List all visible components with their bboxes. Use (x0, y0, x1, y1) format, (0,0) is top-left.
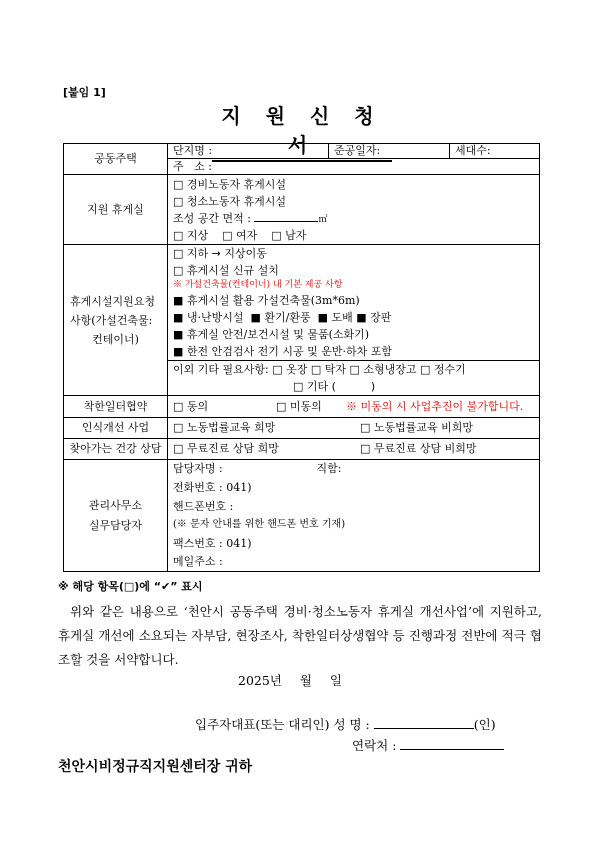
manager-label (64, 460, 168, 572)
area-unit: ㎡ (318, 214, 328, 225)
phone-field[interactable]: 전화번호 : 041) (173, 481, 252, 494)
address-field[interactable]: 주 소 : (173, 160, 212, 173)
new-install-checkbox[interactable]: □ 휴게시설 신규 설치 (173, 264, 279, 277)
container-note: ※ 가설건축물(컨테이너) 내 기본 제공 사항 (173, 280, 343, 290)
complex-name-field[interactable]: 단지명 : (168, 144, 329, 158)
cleaning-worker-checkbox[interactable]: □ 청소노동자 휴게시설 (173, 194, 287, 208)
contact-row (352, 736, 504, 754)
health-consult-want-checkbox[interactable]: □ 무료진료 상담 희망 (173, 442, 279, 455)
provided-item-4: ■ 한전 안검검사 전기 시공 및 운반·하차 포함 (173, 345, 393, 358)
location-checkboxes[interactable]: □ 지상 □ 여자 □ 남자 (173, 228, 307, 242)
move-underground-checkbox[interactable]: □ 지하 → 지상이동 (173, 247, 267, 260)
representative-label: 입주자대표(또는 대리인) 성 명 : (195, 717, 370, 732)
provided-item-2: ■ 냉·난방시설 ■ 환기/환풍 ■ 도배 ■ 장판 (173, 311, 392, 324)
area-label: 조성 공간 면적 : (173, 211, 251, 225)
application-form-table (63, 143, 540, 572)
legal-education-not-want-checkbox[interactable]: □ 노동법률교육 비희망 (360, 421, 474, 434)
mobile-note: (※ 문자 안내를 위한 핸드폰 번호 기재) (173, 519, 346, 530)
manager-label-line1: 관리사무소 (88, 498, 143, 512)
support-facility-label: 지원 휴게실 (64, 175, 168, 245)
other-needs-checkboxes[interactable]: 이외 기타 필요사항: □ 옷장 □ 탁자 □ 소형냉장고 □ 정수기 (173, 363, 466, 376)
area-input[interactable] (254, 211, 318, 222)
completion-date-field[interactable]: 준공일자: (329, 144, 450, 158)
households-field[interactable]: 세대수: (455, 144, 491, 157)
manager-label-line2: 실무담당자 (88, 518, 143, 532)
manager-name-field[interactable]: 담당자명 : (173, 462, 223, 475)
pledge-text: 위와 같은 내용으로 ‘천안시 공동주택 경비·청소노동자 휴게실 개선사업’에 지원하고, 휴게실 개선에 소요되는 자부담, 현장조사, 착한일터상생협약 등 진행과정 전반에 적극 협조할 것을 서약합니다. (58, 604, 542, 667)
disagree-checkbox[interactable]: □ 미동의 (276, 399, 322, 413)
health-label: 찾아가는 건강 상담 (64, 439, 168, 460)
contact-input[interactable] (400, 736, 504, 750)
health-consult-not-want-checkbox[interactable]: □ 무료진료 상담 비희망 (360, 442, 477, 455)
provided-item-1: ■ 휴게시설 활용 가설건축물(3m*6m) (173, 294, 360, 307)
pledge-paragraph (58, 600, 542, 672)
security-worker-checkbox[interactable]: □ 경비노동자 휴게시설 (173, 177, 287, 191)
page-title: 지 원 신 청 서 (212, 100, 392, 162)
legal-education-want-checkbox[interactable]: □ 노동법률교육 희망 (173, 421, 276, 434)
check-instruction: ※ 해당 항목(□)에 “✔” 표시 (58, 580, 203, 593)
other-etc-checkbox[interactable]: □ 기타 ( ) (293, 380, 376, 393)
manager-position-field[interactable]: 직함: (316, 462, 342, 475)
provided-item-3: ■ 휴게실 안전/보건시설 및 물품(소화기) (173, 328, 370, 341)
representative-name-input[interactable] (374, 715, 474, 729)
seal-label: (인) (473, 717, 496, 732)
mobile-field[interactable]: 핸드폰번호 : (173, 500, 234, 513)
recipient-line: 천안시비정규직지원센터장 귀하 (58, 759, 253, 775)
agreement-warning: ※ 미동의 시 사업추진이 불가합니다. (346, 399, 524, 413)
contact-label: 연락처 : (352, 738, 397, 753)
date-line: 2025년 월 일 (238, 673, 342, 688)
housing-label: 공동주택 (64, 144, 168, 175)
installation-label: 휴게시설지원요청사항(가설건축물: 컨테이너) (64, 245, 168, 396)
agreement-label: 착한일터협약 (64, 396, 168, 418)
fax-field[interactable]: 팩스번호 : 041) (173, 537, 252, 550)
agree-checkbox[interactable]: □ 동의 (173, 399, 209, 413)
annex-label: [붙임 1] (63, 86, 106, 99)
email-field[interactable]: 메일주소 : (173, 555, 223, 568)
signature-row (195, 715, 496, 733)
awareness-label: 인식개선 사업 (64, 418, 168, 439)
